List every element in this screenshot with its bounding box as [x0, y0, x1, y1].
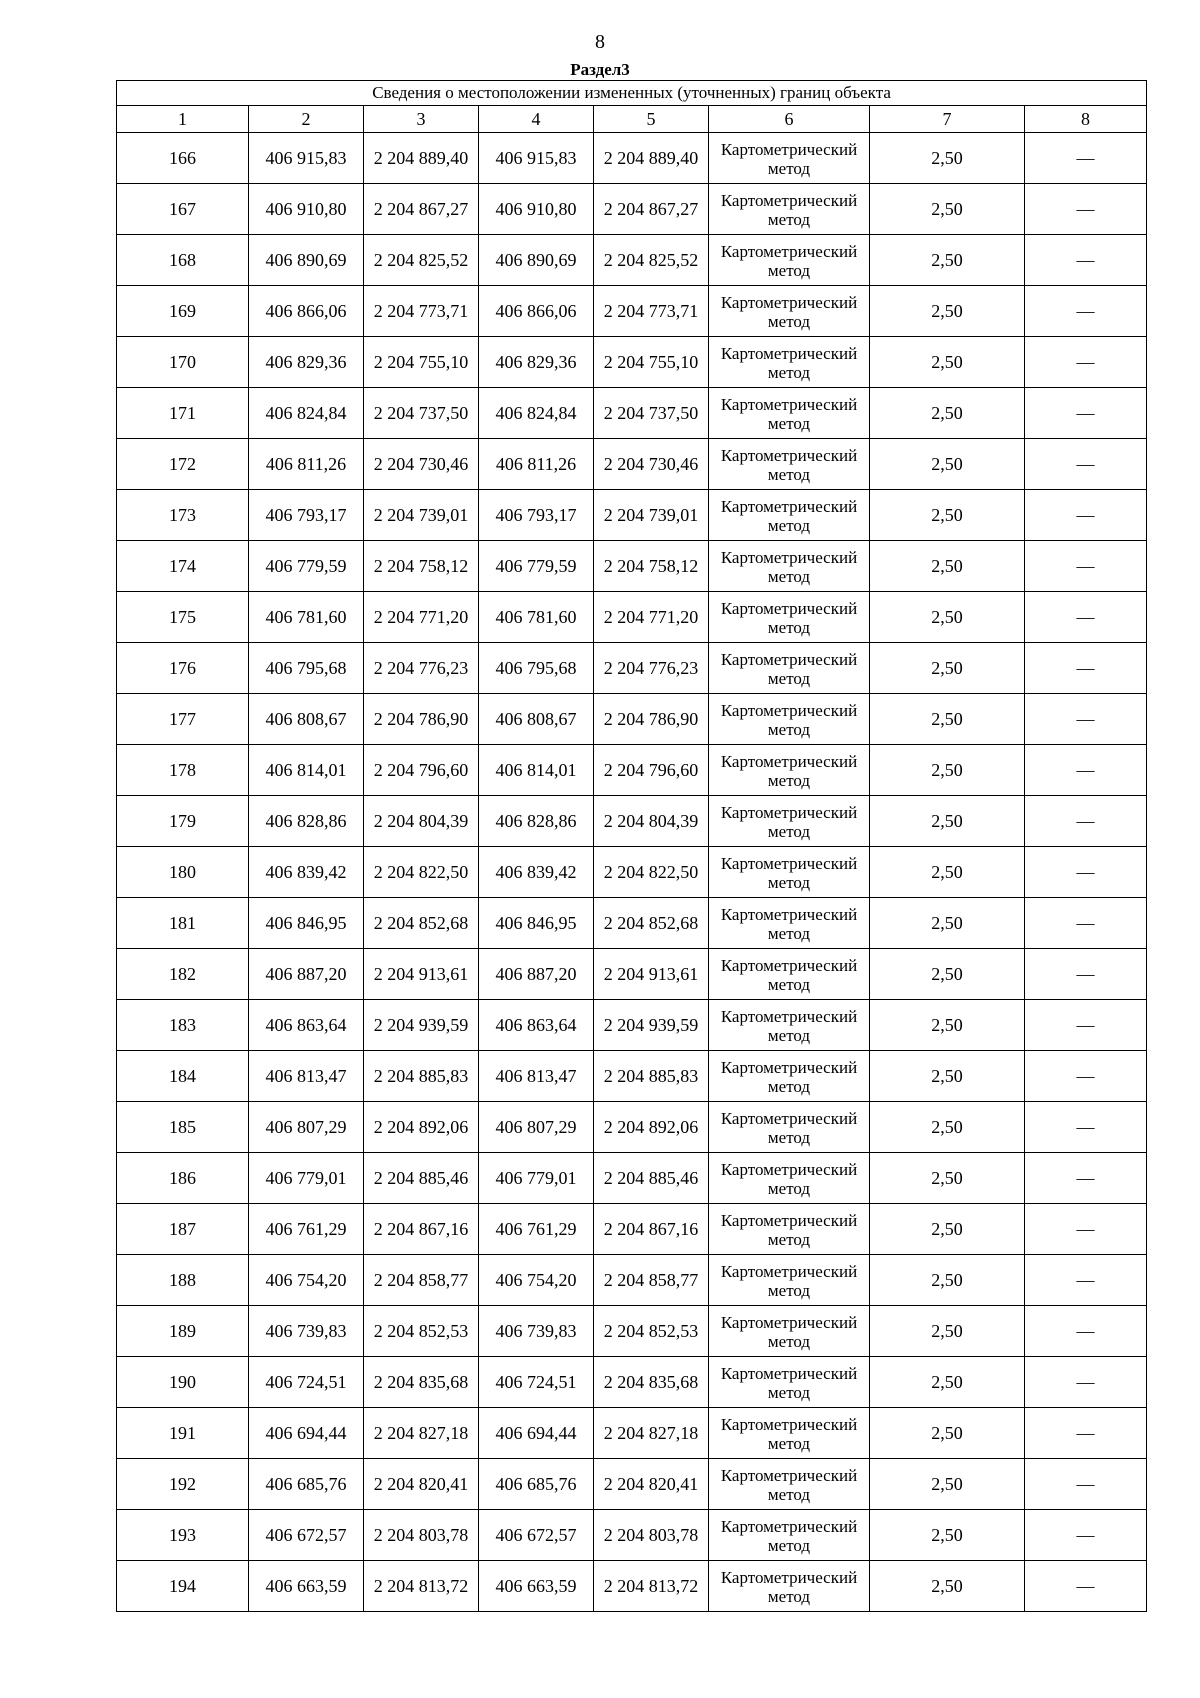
accuracy-cell: 2,50 [870, 1510, 1025, 1561]
point-number-cell: 173 [117, 490, 249, 541]
point-number-cell: 182 [117, 949, 249, 1000]
x-new-cell: 406 846,95 [479, 898, 594, 949]
point-number-cell: 181 [117, 898, 249, 949]
y-old-cell: 2 204 786,90 [364, 694, 479, 745]
table-row [117, 1051, 1147, 1102]
table-row [117, 541, 1147, 592]
description-cell: — [1025, 1255, 1147, 1306]
table-row [117, 1204, 1147, 1255]
y-old-cell: 2 204 835,68 [364, 1357, 479, 1408]
method-cell: Картометрический метод [709, 337, 870, 388]
table-row [117, 1153, 1147, 1204]
y-old-cell: 2 204 739,01 [364, 490, 479, 541]
point-number-cell: 178 [117, 745, 249, 796]
table-row [117, 286, 1147, 337]
y-old-cell: 2 204 858,77 [364, 1255, 479, 1306]
table-row [117, 1000, 1147, 1051]
column-number: 8 [1025, 106, 1147, 133]
y-new-cell: 2 204 939,59 [594, 1000, 709, 1051]
point-number-cell: 177 [117, 694, 249, 745]
x-old-cell: 406 694,44 [249, 1408, 364, 1459]
description-cell: — [1025, 1408, 1147, 1459]
x-old-cell: 406 863,64 [249, 1000, 364, 1051]
x-new-cell: 406 761,29 [479, 1204, 594, 1255]
description-cell: — [1025, 1459, 1147, 1510]
description-cell: — [1025, 847, 1147, 898]
x-old-cell: 406 795,68 [249, 643, 364, 694]
description-cell: — [1025, 1153, 1147, 1204]
x-old-cell: 406 811,26 [249, 439, 364, 490]
column-number-row [117, 106, 1147, 133]
y-new-cell: 2 204 889,40 [594, 133, 709, 184]
x-new-cell: 406 811,26 [479, 439, 594, 490]
point-number-cell: 190 [117, 1357, 249, 1408]
x-new-cell: 406 915,83 [479, 133, 594, 184]
x-old-cell: 406 754,20 [249, 1255, 364, 1306]
table-row [117, 1306, 1147, 1357]
description-cell: — [1025, 1561, 1147, 1612]
x-new-cell: 406 754,20 [479, 1255, 594, 1306]
x-new-cell: 406 813,47 [479, 1051, 594, 1102]
x-old-cell: 406 781,60 [249, 592, 364, 643]
y-new-cell: 2 204 786,90 [594, 694, 709, 745]
coordinates-table [116, 80, 1147, 1612]
description-cell: — [1025, 949, 1147, 1000]
accuracy-cell: 2,50 [870, 1153, 1025, 1204]
section-title: Раздел3 [570, 60, 630, 79]
accuracy-cell: 2,50 [870, 796, 1025, 847]
y-new-cell: 2 204 852,53 [594, 1306, 709, 1357]
x-new-cell: 406 839,42 [479, 847, 594, 898]
x-new-cell: 406 863,64 [479, 1000, 594, 1051]
point-number-cell: 193 [117, 1510, 249, 1561]
table-row [117, 1408, 1147, 1459]
y-old-cell: 2 204 820,41 [364, 1459, 479, 1510]
y-old-cell: 2 204 852,68 [364, 898, 479, 949]
accuracy-cell: 2,50 [870, 490, 1025, 541]
table-row [117, 949, 1147, 1000]
point-number-cell: 179 [117, 796, 249, 847]
description-cell: — [1025, 490, 1147, 541]
x-new-cell: 406 807,29 [479, 1102, 594, 1153]
accuracy-cell: 2,50 [870, 388, 1025, 439]
accuracy-cell: 2,50 [870, 1408, 1025, 1459]
method-cell: Картометрический метод [709, 1408, 870, 1459]
x-new-cell: 406 781,60 [479, 592, 594, 643]
x-old-cell: 406 685,76 [249, 1459, 364, 1510]
y-old-cell: 2 204 913,61 [364, 949, 479, 1000]
table-caption: Сведения о местоположении измененных (уточненных) границ объекта [117, 81, 1147, 106]
y-new-cell: 2 204 892,06 [594, 1102, 709, 1153]
page-number: 8 [595, 31, 605, 53]
method-cell: Картометрический метод [709, 694, 870, 745]
point-number-cell: 169 [117, 286, 249, 337]
y-new-cell: 2 204 885,46 [594, 1153, 709, 1204]
point-number-cell: 168 [117, 235, 249, 286]
accuracy-cell: 2,50 [870, 235, 1025, 286]
description-cell: — [1025, 439, 1147, 490]
table-row [117, 796, 1147, 847]
y-old-cell: 2 204 852,53 [364, 1306, 479, 1357]
accuracy-cell: 2,50 [870, 592, 1025, 643]
column-number: 6 [709, 106, 870, 133]
y-old-cell: 2 204 827,18 [364, 1408, 479, 1459]
accuracy-cell: 2,50 [870, 1357, 1025, 1408]
table-row [117, 847, 1147, 898]
x-old-cell: 406 915,83 [249, 133, 364, 184]
table-row [117, 490, 1147, 541]
description-cell: — [1025, 898, 1147, 949]
method-cell: Картометрический метод [709, 1000, 870, 1051]
table-row [117, 184, 1147, 235]
column-number: 4 [479, 106, 594, 133]
point-number-cell: 174 [117, 541, 249, 592]
y-old-cell: 2 204 776,23 [364, 643, 479, 694]
y-old-cell: 2 204 755,10 [364, 337, 479, 388]
y-new-cell: 2 204 820,41 [594, 1459, 709, 1510]
description-cell: — [1025, 1051, 1147, 1102]
table-row [117, 1102, 1147, 1153]
y-old-cell: 2 204 867,16 [364, 1204, 479, 1255]
table-row [117, 133, 1147, 184]
table-row [117, 1255, 1147, 1306]
method-cell: Картометрический метод [709, 1153, 870, 1204]
point-number-cell: 167 [117, 184, 249, 235]
x-old-cell: 406 813,47 [249, 1051, 364, 1102]
x-old-cell: 406 793,17 [249, 490, 364, 541]
y-old-cell: 2 204 796,60 [364, 745, 479, 796]
y-new-cell: 2 204 803,78 [594, 1510, 709, 1561]
point-number-cell: 166 [117, 133, 249, 184]
method-cell: Картометрический метод [709, 1510, 870, 1561]
accuracy-cell: 2,50 [870, 949, 1025, 1000]
description-cell: — [1025, 235, 1147, 286]
method-cell: Картометрический метод [709, 1102, 870, 1153]
y-old-cell: 2 204 773,71 [364, 286, 479, 337]
y-new-cell: 2 204 913,61 [594, 949, 709, 1000]
table-row [117, 337, 1147, 388]
accuracy-cell: 2,50 [870, 439, 1025, 490]
x-new-cell: 406 672,57 [479, 1510, 594, 1561]
table-row [117, 592, 1147, 643]
x-new-cell: 406 890,69 [479, 235, 594, 286]
y-old-cell: 2 204 885,46 [364, 1153, 479, 1204]
x-old-cell: 406 839,42 [249, 847, 364, 898]
x-new-cell: 406 795,68 [479, 643, 594, 694]
method-cell: Картометрический метод [709, 847, 870, 898]
method-cell: Картометрический метод [709, 745, 870, 796]
method-cell: Картометрический метод [709, 541, 870, 592]
y-new-cell: 2 204 730,46 [594, 439, 709, 490]
accuracy-cell: 2,50 [870, 643, 1025, 694]
accuracy-cell: 2,50 [870, 898, 1025, 949]
x-old-cell: 406 890,69 [249, 235, 364, 286]
method-cell: Картометрический метод [709, 1357, 870, 1408]
table-row [117, 643, 1147, 694]
accuracy-cell: 2,50 [870, 1051, 1025, 1102]
method-cell: Картометрический метод [709, 1306, 870, 1357]
table-caption-row [117, 81, 1147, 106]
description-cell: — [1025, 1306, 1147, 1357]
point-number-cell: 184 [117, 1051, 249, 1102]
table-row [117, 694, 1147, 745]
y-new-cell: 2 204 885,83 [594, 1051, 709, 1102]
x-old-cell: 406 672,57 [249, 1510, 364, 1561]
description-cell: — [1025, 796, 1147, 847]
x-old-cell: 406 910,80 [249, 184, 364, 235]
point-number-cell: 187 [117, 1204, 249, 1255]
y-new-cell: 2 204 755,10 [594, 337, 709, 388]
x-old-cell: 406 779,59 [249, 541, 364, 592]
table-row [117, 1459, 1147, 1510]
description-cell: — [1025, 745, 1147, 796]
x-old-cell: 406 824,84 [249, 388, 364, 439]
x-new-cell: 406 866,06 [479, 286, 594, 337]
accuracy-cell: 2,50 [870, 1204, 1025, 1255]
table-row [117, 1357, 1147, 1408]
description-cell: — [1025, 388, 1147, 439]
x-old-cell: 406 828,86 [249, 796, 364, 847]
x-new-cell: 406 824,84 [479, 388, 594, 439]
x-old-cell: 406 779,01 [249, 1153, 364, 1204]
x-new-cell: 406 828,86 [479, 796, 594, 847]
method-cell: Картометрический метод [709, 286, 870, 337]
accuracy-cell: 2,50 [870, 337, 1025, 388]
description-cell: — [1025, 1102, 1147, 1153]
method-cell: Картометрический метод [709, 1459, 870, 1510]
y-new-cell: 2 204 827,18 [594, 1408, 709, 1459]
y-new-cell: 2 204 776,23 [594, 643, 709, 694]
table-row [117, 1510, 1147, 1561]
x-old-cell: 406 761,29 [249, 1204, 364, 1255]
method-cell: Картометрический метод [709, 439, 870, 490]
x-old-cell: 406 866,06 [249, 286, 364, 337]
description-cell: — [1025, 541, 1147, 592]
description-cell: — [1025, 1204, 1147, 1255]
accuracy-cell: 2,50 [870, 694, 1025, 745]
accuracy-cell: 2,50 [870, 286, 1025, 337]
accuracy-cell: 2,50 [870, 847, 1025, 898]
method-cell: Картометрический метод [709, 1204, 870, 1255]
method-cell: Картометрический метод [709, 235, 870, 286]
table-row [117, 235, 1147, 286]
x-new-cell: 406 793,17 [479, 490, 594, 541]
y-new-cell: 2 204 867,27 [594, 184, 709, 235]
method-cell: Картометрический метод [709, 643, 870, 694]
x-new-cell: 406 685,76 [479, 1459, 594, 1510]
x-old-cell: 406 724,51 [249, 1357, 364, 1408]
description-cell: — [1025, 643, 1147, 694]
method-cell: Картометрический метод [709, 1561, 870, 1612]
description-cell: — [1025, 184, 1147, 235]
point-number-cell: 176 [117, 643, 249, 694]
y-new-cell: 2 204 758,12 [594, 541, 709, 592]
point-number-cell: 175 [117, 592, 249, 643]
x-old-cell: 406 739,83 [249, 1306, 364, 1357]
method-cell: Картометрический метод [709, 388, 870, 439]
x-new-cell: 406 829,36 [479, 337, 594, 388]
point-number-cell: 194 [117, 1561, 249, 1612]
column-number: 7 [870, 106, 1025, 133]
accuracy-cell: 2,50 [870, 1561, 1025, 1612]
method-cell: Картометрический метод [709, 133, 870, 184]
x-old-cell: 406 829,36 [249, 337, 364, 388]
x-new-cell: 406 887,20 [479, 949, 594, 1000]
description-cell: — [1025, 592, 1147, 643]
x-new-cell: 406 779,59 [479, 541, 594, 592]
x-new-cell: 406 663,59 [479, 1561, 594, 1612]
column-number: 5 [594, 106, 709, 133]
x-old-cell: 406 814,01 [249, 745, 364, 796]
y-old-cell: 2 204 822,50 [364, 847, 479, 898]
y-old-cell: 2 204 813,72 [364, 1561, 479, 1612]
x-new-cell: 406 779,01 [479, 1153, 594, 1204]
x-old-cell: 406 846,95 [249, 898, 364, 949]
table-row [117, 745, 1147, 796]
accuracy-cell: 2,50 [870, 1306, 1025, 1357]
y-new-cell: 2 204 835,68 [594, 1357, 709, 1408]
method-cell: Картометрический метод [709, 949, 870, 1000]
table-row [117, 898, 1147, 949]
y-new-cell: 2 204 771,20 [594, 592, 709, 643]
y-new-cell: 2 204 825,52 [594, 235, 709, 286]
column-number: 1 [117, 106, 249, 133]
y-new-cell: 2 204 852,68 [594, 898, 709, 949]
x-old-cell: 406 663,59 [249, 1561, 364, 1612]
y-old-cell: 2 204 737,50 [364, 388, 479, 439]
point-number-cell: 180 [117, 847, 249, 898]
y-old-cell: 2 204 867,27 [364, 184, 479, 235]
y-old-cell: 2 204 939,59 [364, 1000, 479, 1051]
description-cell: — [1025, 133, 1147, 184]
y-old-cell: 2 204 889,40 [364, 133, 479, 184]
x-old-cell: 406 808,67 [249, 694, 364, 745]
y-new-cell: 2 204 867,16 [594, 1204, 709, 1255]
point-number-cell: 172 [117, 439, 249, 490]
description-cell: — [1025, 694, 1147, 745]
point-number-cell: 192 [117, 1459, 249, 1510]
point-number-cell: 191 [117, 1408, 249, 1459]
y-new-cell: 2 204 737,50 [594, 388, 709, 439]
column-number: 3 [364, 106, 479, 133]
description-cell: — [1025, 1510, 1147, 1561]
y-new-cell: 2 204 739,01 [594, 490, 709, 541]
y-old-cell: 2 204 885,83 [364, 1051, 479, 1102]
method-cell: Картометрический метод [709, 490, 870, 541]
x-new-cell: 406 808,67 [479, 694, 594, 745]
point-number-cell: 188 [117, 1255, 249, 1306]
accuracy-cell: 2,50 [870, 1000, 1025, 1051]
y-old-cell: 2 204 758,12 [364, 541, 479, 592]
x-old-cell: 406 807,29 [249, 1102, 364, 1153]
y-new-cell: 2 204 796,60 [594, 745, 709, 796]
accuracy-cell: 2,50 [870, 1459, 1025, 1510]
table-row [117, 1561, 1147, 1612]
description-cell: — [1025, 1357, 1147, 1408]
x-new-cell: 406 910,80 [479, 184, 594, 235]
table-row [117, 388, 1147, 439]
accuracy-cell: 2,50 [870, 1102, 1025, 1153]
description-cell: — [1025, 1000, 1147, 1051]
y-old-cell: 2 204 730,46 [364, 439, 479, 490]
accuracy-cell: 2,50 [870, 745, 1025, 796]
method-cell: Картометрический метод [709, 898, 870, 949]
method-cell: Картометрический метод [709, 1051, 870, 1102]
y-old-cell: 2 204 804,39 [364, 796, 479, 847]
y-new-cell: 2 204 773,71 [594, 286, 709, 337]
method-cell: Картометрический метод [709, 1255, 870, 1306]
y-new-cell: 2 204 822,50 [594, 847, 709, 898]
accuracy-cell: 2,50 [870, 541, 1025, 592]
method-cell: Картометрический метод [709, 796, 870, 847]
table-row [117, 439, 1147, 490]
column-number: 2 [249, 106, 364, 133]
description-cell: — [1025, 286, 1147, 337]
method-cell: Картометрический метод [709, 592, 870, 643]
y-new-cell: 2 204 813,72 [594, 1561, 709, 1612]
point-number-cell: 183 [117, 1000, 249, 1051]
y-old-cell: 2 204 825,52 [364, 235, 479, 286]
x-new-cell: 406 694,44 [479, 1408, 594, 1459]
x-new-cell: 406 724,51 [479, 1357, 594, 1408]
description-cell: — [1025, 337, 1147, 388]
x-new-cell: 406 739,83 [479, 1306, 594, 1357]
accuracy-cell: 2,50 [870, 133, 1025, 184]
point-number-cell: 186 [117, 1153, 249, 1204]
accuracy-cell: 2,50 [870, 184, 1025, 235]
point-number-cell: 170 [117, 337, 249, 388]
y-old-cell: 2 204 803,78 [364, 1510, 479, 1561]
x-old-cell: 406 887,20 [249, 949, 364, 1000]
y-old-cell: 2 204 771,20 [364, 592, 479, 643]
point-number-cell: 185 [117, 1102, 249, 1153]
point-number-cell: 189 [117, 1306, 249, 1357]
y-old-cell: 2 204 892,06 [364, 1102, 479, 1153]
x-new-cell: 406 814,01 [479, 745, 594, 796]
table-body [117, 133, 1147, 1612]
y-new-cell: 2 204 858,77 [594, 1255, 709, 1306]
y-new-cell: 2 204 804,39 [594, 796, 709, 847]
method-cell: Картометрический метод [709, 184, 870, 235]
accuracy-cell: 2,50 [870, 1255, 1025, 1306]
point-number-cell: 171 [117, 388, 249, 439]
